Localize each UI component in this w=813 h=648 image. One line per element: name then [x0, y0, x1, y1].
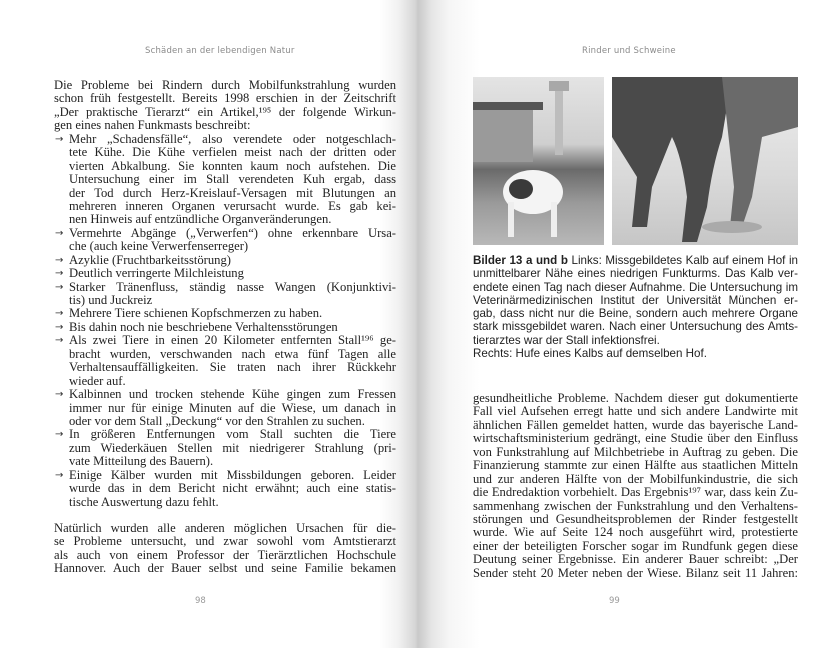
arrow-right-icon: → — [55, 429, 64, 441]
bullet-item — [54, 428, 396, 468]
bullet-item — [54, 388, 396, 428]
bullet-item — [54, 469, 396, 509]
right-running-head: Rinder und Schweine — [582, 46, 676, 56]
text-line: sammenhang zwischen der Funkstrahlung und den Verhaltens- — [473, 499, 798, 513]
text-line: wieder auf. — [69, 374, 126, 388]
text-line: als auch von einem Professor der Tierärztlichen Hochschule — [54, 548, 396, 562]
arrow-right-icon: → — [55, 133, 64, 145]
text-line: Kalbinnen und trocken stehende Kühe gingen zum Fressen — [69, 388, 396, 402]
paragraph-gap — [54, 509, 396, 522]
paragraph — [54, 522, 396, 576]
text-line: Deutlich verringerte Milchleistung — [69, 267, 244, 281]
bullet-item — [54, 254, 396, 267]
text-line: Verhaltensauffälligkeiten. Sie traten nach ihrer Rückkehr — [69, 361, 396, 375]
figure-caption — [473, 254, 798, 360]
right-page-body — [473, 392, 798, 580]
text-line: einer der beteiligten Forscher sogar im Rundfunk gegen diese — [473, 539, 798, 553]
text-line: ähnlichen Fällen gemeldet hatten, wurde das bayerische Land- — [473, 418, 798, 432]
text-line: schon früh festgestellt. Bereits 1998 erschien in der Zeitschrift — [54, 92, 396, 106]
text-line: Mehr „Schadensfälle“, also verendete oder notgeschlach- — [69, 132, 396, 146]
text-line: die Endredaktion vorbehielt. Das Ergebnis¹⁹⁷ war, dass kein Zu- — [473, 486, 798, 500]
text-line: vate Mitteilung des Bauern). — [69, 455, 214, 469]
text-line: Die Probleme bei Rindern durch Mobilfunkstrahlung wurden — [54, 79, 396, 92]
text-line: mehreren inneren Organen verursacht wurde. Es gab kei- — [69, 199, 396, 213]
text-line: Natürlich wurden alle anderen möglichen Ursachen für die- — [54, 522, 396, 535]
bullet-item — [54, 321, 396, 334]
paragraph — [473, 392, 798, 580]
bullet-item — [54, 133, 396, 227]
bullet-item — [54, 281, 396, 308]
bullet-item — [54, 307, 396, 320]
page-number-left: 98 — [195, 596, 206, 606]
text-line: Als zwei Tiere in einen 20 Kilometer entfernten Stall¹⁹⁶ ge- — [69, 334, 396, 348]
text-line: che (auch keine Verwerfenserreger) — [69, 240, 249, 254]
text-line: se Probleme untersucht, und zwar sowohl vom Amtstierarzt — [54, 535, 396, 549]
text-line: oder vor dem Stall „Deckung“ vor den Strahlen zu suchen. — [69, 414, 365, 428]
text-line: der Tod durch Herz-Kreislauf-Versagen mit Blutungen an — [69, 186, 396, 200]
text-line: gen eines nahen Funkmasts beschreibt: — [54, 119, 251, 133]
arrow-right-icon: → — [55, 308, 64, 320]
arrow-right-icon: → — [55, 389, 64, 401]
text-line: Bis dahin noch nie beschriebene Verhaltensstörungen — [69, 320, 338, 334]
text-line: Vermehrte Abgänge („Verwerfen“) ohne erkennbare Ursa- — [69, 226, 396, 240]
text-line: Mehrere Tiere schienen Kopfschmerzen zu haben. — [69, 307, 323, 321]
left-running-head: Schäden an der lebendigen Natur — [145, 46, 295, 56]
text-line: bracht wurden, verschwanden nach etwa fünf Tagen alle — [69, 347, 396, 361]
text-line: tis) und Juckreiz — [69, 294, 153, 307]
text-line: Starker Tränenfluss, ständig nasse Wangen (Konjunktivi- — [69, 280, 396, 294]
text-line: wirtschaftsministerium gedrängt, eine Studie über den Einfluss — [473, 432, 798, 446]
bullet-item — [54, 267, 396, 280]
caption-line: stark missgebildet waren. Nach einer Untersuchung des Amts- — [473, 320, 798, 334]
calf-photo-icon — [473, 77, 604, 245]
text-line: gesundheitliche Probleme. Nachdem dieser gut dokumentierte — [473, 392, 798, 405]
text-line: tische Auswertung dazu fehlt. — [69, 495, 219, 509]
text-line: Fall viel Aufsehen erregt hatte und sich andere Landwirte mit — [473, 405, 798, 419]
caption-line: tierarztes war der Stall infektionsfrei. — [473, 333, 660, 347]
bullet-item — [54, 227, 396, 254]
arrow-right-icon: → — [55, 227, 64, 239]
photo-hooves — [612, 77, 798, 245]
hooves-photo-icon — [612, 77, 798, 245]
text-line: tete Kühe. Die Kühe verfielen meist nach der dritten oder — [69, 146, 396, 160]
arrow-right-icon: → — [55, 335, 64, 347]
paragraph — [54, 79, 396, 133]
text-line: Finanzierung stammte zur einen Hälfte aus staatlichen Mitteln — [473, 459, 798, 473]
arrow-right-icon: → — [55, 469, 64, 481]
bullet-item — [54, 334, 396, 388]
text-line: wurde das in dem Bericht nicht erwähnt; auch eine statis- — [69, 482, 396, 496]
arrow-right-icon: → — [55, 321, 64, 333]
caption-line — [473, 254, 798, 267]
text-line: wurde. Wie auf Seite 124 noch ausgeführt wird, protestierte — [473, 526, 798, 540]
text-line: Sender steht 20 Meter neben der Wiese. Bilanz seit 11 Jahren: — [473, 566, 798, 580]
caption-line: Veterinärmedizinischen Institut der Universität München er- — [473, 293, 798, 307]
text-line: In größeren Entfernungen vom Stall suchten die Tiere — [69, 428, 396, 442]
text-line: nen Hinweis auf entzündliche Organveränderungen. — [69, 213, 332, 227]
text-line: Azyklie (Fruchtbarkeitsstörung) — [69, 253, 231, 267]
text-line: vierten Abkalbung. Sie konnten kaum noch aufstehen. Die — [69, 159, 396, 173]
arrow-right-icon: → — [55, 254, 64, 266]
arrow-right-icon: → — [55, 281, 64, 293]
caption-line: Rechts: Hufe eines Kalbs auf demselben Hof. — [473, 347, 707, 361]
text-line: Hannover. Auch der Bauer selbst und seine Familie bekamen — [54, 562, 396, 576]
text-line: Deutung seiner Ergebnisse. Ein anderer Bauer schreibt: „Der — [473, 553, 798, 567]
caption-text: Links: Missgebildetes Kalb auf einem Hof in — [567, 254, 798, 267]
photo-calf — [473, 77, 604, 245]
text-line: störungen und Gesundheitsproblemen der Rinder festgestellt — [473, 512, 798, 526]
text-line: von Funkstrahlung auf Milchbetriebe in Auftrag zu geben. Die — [473, 445, 798, 459]
left-page-body — [54, 79, 396, 576]
text-line: Einige Kälber wurden mit Missbildungen geboren. Leider — [69, 468, 396, 482]
caption-line: endete einen Tag nach dieser Aufnahme. Die Untersuchung im — [473, 280, 798, 294]
caption-line: unmittelbarer Nähe eines niedrigen Funkturms. Das Kalb ver- — [473, 267, 798, 281]
text-line: zum Wiederkäuen Stellen mit niedrigerer Strahlung (pri- — [69, 441, 396, 455]
caption-line: gab, dass nicht nur die Beine, sondern auch mehrere Organe — [473, 307, 798, 321]
text-line: und zur anderen Hälfte von der Mobilfunkindustrie, die sich — [473, 472, 798, 486]
text-line: Untersuchung einer im Stall verendeten Kuh ergab, dass — [69, 173, 396, 187]
text-line: immer nur für einige Minuten auf die Wiese, um danach in — [69, 401, 396, 415]
arrow-right-icon: → — [55, 268, 64, 280]
caption-label: Bilder 13 a und b — [473, 254, 568, 267]
page-number-right: 99 — [609, 596, 620, 606]
text-line: „Der praktische Tierarzt“ ein Artikel,¹⁹⁵ der folgende Wirkun- — [54, 105, 396, 119]
